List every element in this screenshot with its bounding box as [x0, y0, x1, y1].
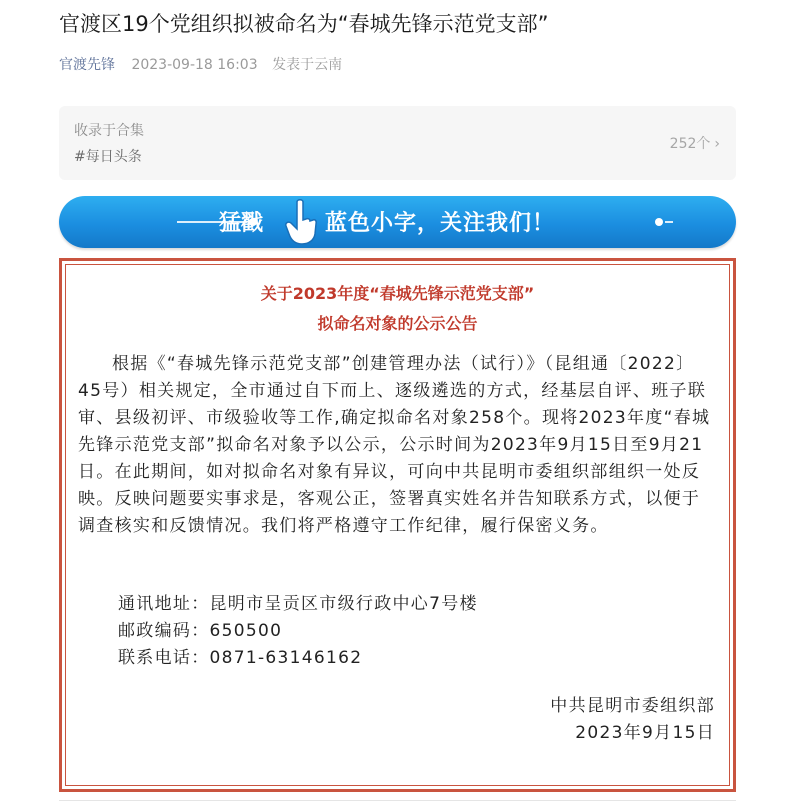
notice-body-paragraph: 根据《“春城先锋示范党支部”创建管理办法（试行）》（昆组通〔2022〕45号）相关规定，全市通过自下而上、逐级遴选的方式，经基层自评、班子联审、县级初评、市级验收等工作,确定拟命名对象258个。现将2023年度“春城先锋示范党支部”拟命名对象予以公示，公示时间为2023年9月15日至9月21日。在此期间，如对拟命名对象有异议，可向中共昆明市委组织部组织一处反映。反映问题要实事求是，客观公正，签署真实姓名并告知联系方式，以便于调查核实和反馈情况。我们将严格遵守工作纪律，履行保密义务。: [78, 354, 711, 536]
banner-text-left: 猛戳: [219, 211, 264, 236]
pointing-hand-icon: [283, 198, 319, 246]
contact-phone: 联系电话：0871-63146162: [118, 648, 363, 668]
contact-address: 通讯地址：昆明市呈贡区市级行政中心7号楼: [118, 594, 478, 614]
collection-count: [670, 133, 720, 153]
sign-date: 2023年9月15日: [575, 723, 715, 743]
chevron-right-icon: ›: [714, 136, 720, 152]
notice-box: [59, 258, 736, 792]
notice-body: [78, 351, 718, 540]
article-meta: [59, 54, 342, 74]
publish-location: 发表于云南: [272, 57, 343, 73]
account-name-link[interactable]: 官渡先锋: [59, 57, 115, 73]
signer-name: 中共昆明市委组织部: [550, 696, 715, 716]
notice-title-line2: 拟命名对象的公示公告: [317, 314, 478, 333]
collection-label: 收录于合集: [74, 123, 144, 139]
collection-card[interactable]: [59, 106, 736, 180]
notice-signature: [550, 693, 715, 747]
divider: [59, 800, 736, 801]
publish-time: 2023-09-18 16:03: [131, 57, 258, 73]
banner-decor-dot-right: [655, 218, 663, 226]
contact-info: [118, 591, 478, 672]
contact-postcode: 邮政编码：650500: [118, 621, 283, 641]
notice-title-line1: 关于2023年度“春城先锋示范党支部”: [260, 284, 535, 303]
collection-count-text: 252个: [669, 136, 711, 152]
follow-banner[interactable]: [59, 196, 736, 248]
article-title: 官渡区19个党组织拟被命名为“春城先锋示范党支部”: [59, 12, 549, 36]
collection-tag-link[interactable]: #每日头条: [74, 149, 142, 165]
banner-decor-line-right: [665, 221, 673, 223]
banner-text-right: 蓝色小字，关注我们！: [325, 211, 556, 236]
